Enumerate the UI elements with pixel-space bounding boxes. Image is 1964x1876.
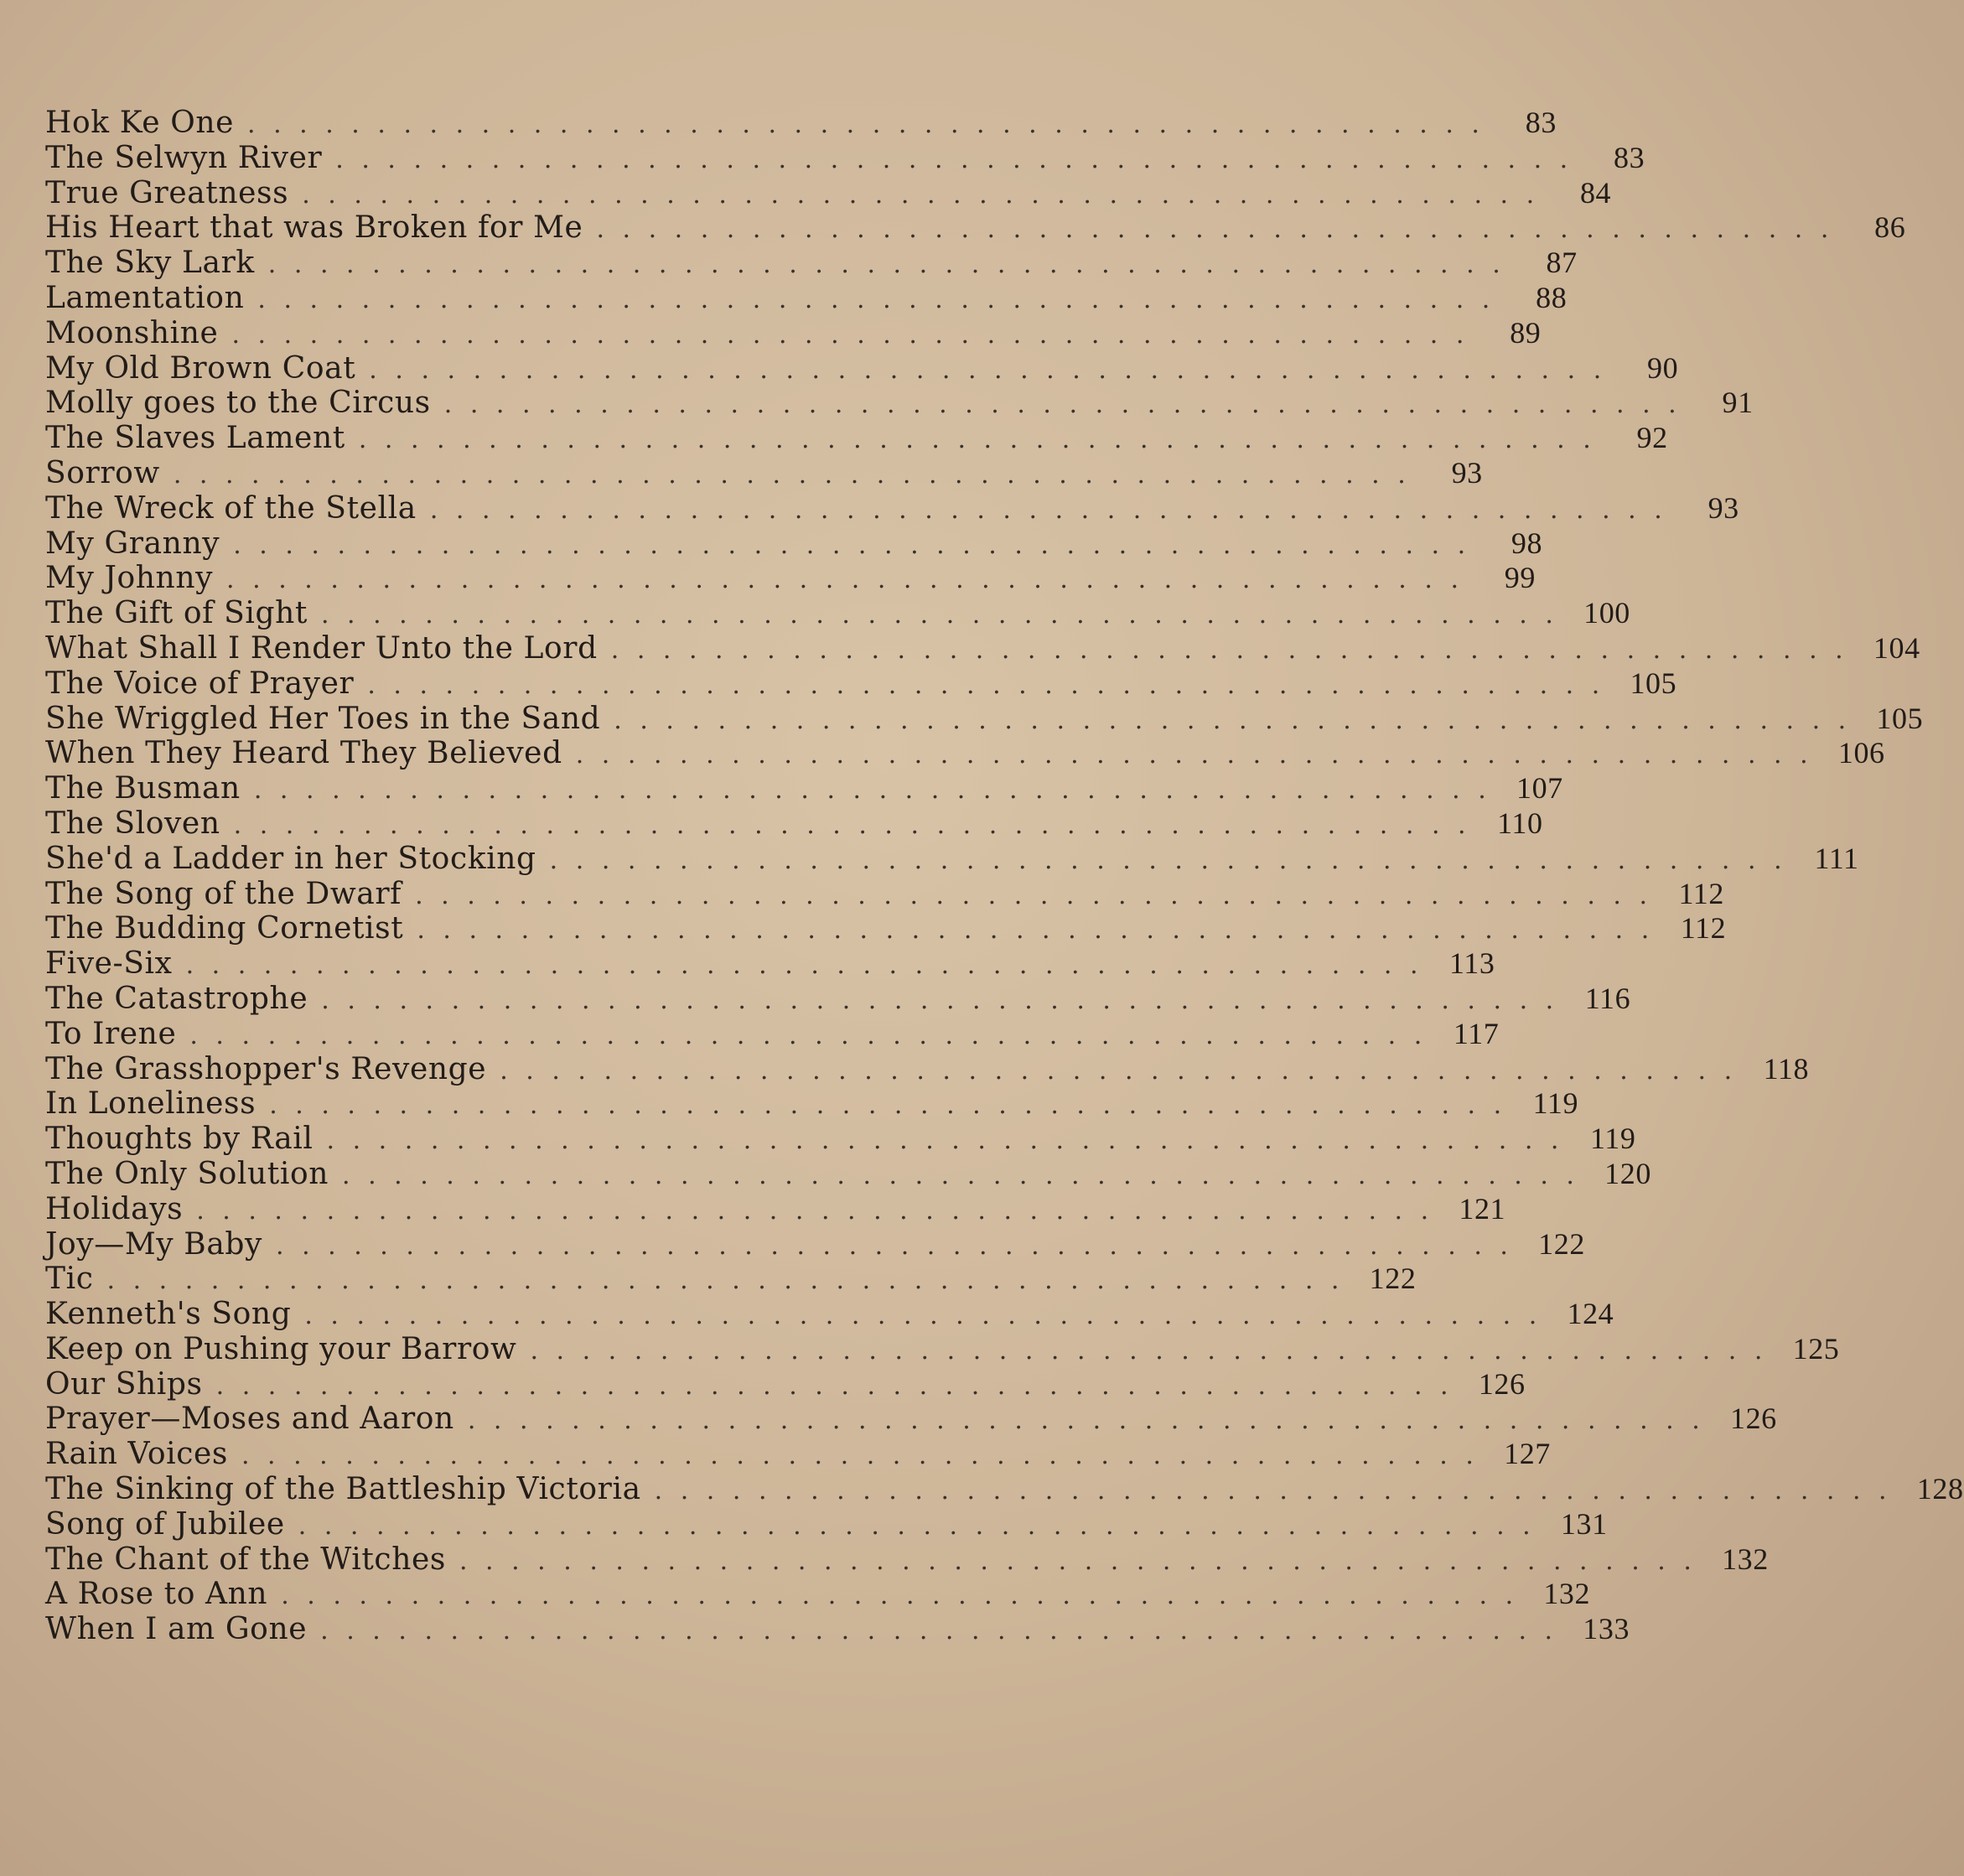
toc-entry-title: Molly goes to the Circus [45,386,431,421]
toc-entry-page-number: 128 [1916,1472,1964,1506]
table-of-contents [45,106,1964,1647]
toc-entry-page-number: 120 [1604,1156,1651,1190]
toc-entry-title: The Slaves Lament [45,421,345,456]
toc-entry-page-number: 93 [1451,455,1483,490]
toc-entry [45,315,1542,351]
toc-entry [45,1437,1551,1472]
toc-entry [45,911,1727,946]
toc-entry [45,876,1725,912]
toc-entry-title: The Budding Cornetist [45,911,404,946]
toc-entry-page-number: 87 [1546,246,1578,280]
dot-leader: . . . . . . . . . . . . . . . . . . . . . . . . . . . . . . . . . . . . . . . . . . . . . . . . [185,951,1423,981]
dot-leader: . . . . . . . . . . . . . . . . . . . . . . . . . . . . . . . . . . . . . . . . . . . . . . . . [196,1195,1434,1226]
toc-entry [45,246,1578,281]
toc-entry-title: What Shall I Render Unto the Lord [45,630,598,666]
toc-entry-page-number: 126 [1478,1366,1526,1401]
toc-entry [45,1542,1769,1578]
toc-entry-page-number: 89 [1510,315,1542,350]
toc-entry [45,1156,1651,1192]
dot-leader: . . . . . . . . . . . . . . . . . . . . . . . . . . . . . . . . . . . . . . . . . . . . . . . . [369,355,1607,385]
toc-entry-title: The Grasshopper's Revenge [45,1051,487,1086]
toc-entry [45,1402,1777,1437]
toc-entry [45,596,1630,631]
toc-entry [45,701,1924,737]
toc-entry-page-number: 106 [1837,736,1885,770]
toc-entry-title: The Busman [45,771,241,806]
toc-entry-page-number: 90 [1647,350,1679,385]
toc-entry-page-number: 124 [1567,1297,1614,1331]
toc-entry [45,841,1859,877]
toc-entry-title: The Catastrophe [45,981,308,1016]
toc-entry [45,561,1536,596]
dot-leader: . . . . . . . . . . . . . . . . . . . . . . . . . . . . . . . . . . . . . . . . . . . . . . . . [443,390,1682,420]
toc-entry-title: Song of Jubilee [45,1506,285,1542]
toc-entry [45,981,1631,1017]
toc-entry [45,175,1612,211]
toc-entry-title: When I am Gone [45,1612,308,1647]
toc-entry-title: She Wriggled Her Toes in the Sand [45,701,601,736]
toc-entry-title: My Granny [45,526,220,561]
dot-leader: . . . . . . . . . . . . . . . . . . . . . . . . . . . . . . . . . . . . . . . . . . . . . . . . [530,1335,1768,1366]
toc-entry-page-number: 83 [1525,106,1557,139]
toc-entry-page-number: 92 [1636,421,1668,455]
toc-entry-title: Joy—My Baby [45,1226,262,1262]
dot-leader: . . . . . . . . . . . . . . . . . . . . . . . . . . . . . . . . . . . . . . . . . . . . . . . . [215,1371,1454,1401]
dot-leader: . . . . . . . . . . . . . . . . . . . . . . . . . . . . . . . . . . . . . . . . . . . . . . . . [257,284,1495,314]
toc-entry [45,1086,1579,1122]
toc-entry [45,455,1483,491]
toc-entry-title: The Voice of Prayer [45,666,355,701]
toc-entry-page-number: 88 [1536,280,1568,314]
toc-entry-page-number: 116 [1584,981,1631,1015]
toc-entry-page-number: 118 [1763,1051,1810,1086]
dot-leader: . . . . . . . . . . . . . . . . . . . . . . . . . . . . . . . . . . . . . . . . . . . . . . . . [321,985,1559,1015]
toc-entry [45,1297,1614,1332]
toc-entry [45,490,1739,526]
toc-entry [45,280,1568,316]
toc-entry-page-number: 104 [1873,630,1920,665]
toc-entry-page-number: 84 [1579,175,1612,210]
toc-entry-page-number: 86 [1874,210,1906,245]
toc-entry-title: To Irene [45,1016,177,1051]
dot-leader: . . . . . . . . . . . . . . . . . . . . . . . . . . . . . . . . . . . . . . . . . . . . . . . . [610,635,1848,665]
toc-entry [45,1262,1417,1297]
toc-entry-title: Five-Six [45,946,173,982]
dot-leader: . . . . . . . . . . . . . . . . . . . . . . . . . . . . . . . . . . . . . . . . . . . . . . . . [342,1160,1579,1190]
toc-entry-title: True Greatness [45,175,289,210]
toc-entry [45,946,1495,982]
dot-leader: . . . . . . . . . . . . . . . . . . . . . . . . . . . . . . . . . . . . . . . . . . . . . . . . [500,1055,1738,1086]
toc-entry-page-number: 99 [1504,561,1536,595]
dot-leader: . . . . . . . . . . . . . . . . . . . . . . . . . . . . . . . . . . . . . . . . . . . . . . . . [269,1091,1507,1121]
toc-entry-title: Moonshine [45,315,219,350]
toc-entry-page-number: 132 [1543,1577,1591,1611]
toc-entry-page-number: 122 [1538,1226,1585,1261]
toc-entry-title: Lamentation [45,280,245,315]
dot-leader: . . . . . . . . . . . . . . . . . . . . . . . . . . . . . . . . . . . . . . . . . . . . . . . . [302,179,1540,210]
toc-entry-title: Hok Ke One [45,106,235,140]
dot-leader: . . . . . . . . . . . . . . . . . . . . . . . . . . . . . . . . . . . . . . . . . . . . . . . . [335,144,1573,174]
dot-leader: . . . . . . . . . . . . . . . . . . . . . . . . . . . . . . . . . . . . . . . . . . . . . . . . [549,845,1787,875]
toc-entry-title: The Only Solution [45,1156,329,1191]
toc-entry-title: The Selwyn River [45,140,323,175]
toc-entry-title: Keep on Pushing your Barrow [45,1331,517,1366]
toc-entry [45,1612,1630,1647]
toc-entry-title: Kenneth's Song [45,1297,292,1332]
toc-entry-title: The Gift of Sight [45,596,308,631]
dot-leader: . . . . . . . . . . . . . . . . . . . . . . . . . . . . . . . . . . . . . . . . . . . . . . . . [247,110,1485,139]
toc-entry-page-number: 98 [1511,526,1543,560]
dot-leader: . . . . . . . . . . . . . . . . . . . . . . . . . . . . . . . . . . . . . . . . . . . . . . . . [429,495,1667,525]
toc-entry [45,526,1543,562]
toc-entry-page-number: 131 [1560,1506,1608,1541]
dot-leader: . . . . . . . . . . . . . . . . . . . . . . . . . . . . . . . . . . . . . . . . . . . . . . . . [459,1546,1697,1576]
toc-entry-title: Tic [45,1262,94,1297]
toc-entry-title: Rain Voices [45,1437,228,1472]
dot-leader: . . . . . . . . . . . . . . . . . . . . . . . . . . . . . . . . . . . . . . . . . . . . . . . . [654,1476,1892,1506]
toc-entry [45,210,1906,246]
toc-entry-title: Sorrow [45,455,160,490]
toc-entry-page-number: 111 [1814,841,1859,875]
toc-entry [45,630,1920,666]
toc-entry [45,736,1885,771]
toc-entry [45,1331,1840,1367]
toc-entry-page-number: 119 [1532,1086,1579,1121]
toc-entry-title: My Johnny [45,561,214,596]
dot-leader: . . . . . . . . . . . . . . . . . . . . . . . . . . . . . . . . . . . . . . . . . . . . . . . . [304,1301,1542,1331]
toc-entry-title: A Rose to Ann [45,1577,268,1612]
toc-entry-title: Prayer—Moses and Aaron [45,1402,454,1437]
toc-entry-page-number: 121 [1459,1191,1506,1226]
dot-leader: . . . . . . . . . . . . . . . . . . . . . . . . . . . . . . . . . . . . . . . . . . . . . . . . [106,1266,1345,1296]
dot-leader: . . . . . . . . . . . . . . . . . . . . . . . . . . . . . . . . . . . . . . . . . . . . . . . . [189,1020,1428,1050]
dot-leader: . . . . . . . . . . . . . . . . . . . . . . . . . . . . . . . . . . . . . . . . . . . . . . . . [241,1441,1479,1471]
toc-entry-page-number: 93 [1707,490,1739,525]
dot-leader: . . . . . . . . . . . . . . . . . . . . . . . . . . . . . . . . . . . . . . . . . . . . . . . . [575,740,1813,770]
toc-entry-title: The Chant of the Witches [45,1542,446,1577]
dot-leader: . . . . . . . . . . . . . . . . . . . . . . . . . . . . . . . . . . . . . . . . . . . . . . . . [358,425,1596,455]
toc-entry [45,140,1645,176]
toc-entry-page-number: 117 [1453,1016,1500,1050]
toc-entry-page-number: 133 [1583,1612,1630,1646]
toc-entry-title: When They Heard They Believed [45,736,562,771]
toc-entry-page-number: 126 [1729,1402,1777,1436]
toc-entry [45,1122,1636,1157]
dot-leader: . . . . . . . . . . . . . . . . . . . . . . . . . . . . . . . . . . . . . . . . . . . . . . . . [231,319,1469,350]
toc-entry [45,1506,1608,1542]
toc-entry [45,1577,1591,1612]
dot-leader: . . . . . . . . . . . . . . . . . . . . . . . . . . . . . . . . . . . . . . . . . . . . . . . . [320,1616,1558,1646]
toc-entry-title: My Old Brown Coat [45,350,356,386]
toc-entry-page-number: 107 [1516,771,1563,806]
toc-entry-page-number: 122 [1369,1262,1417,1296]
dot-leader: . . . . . . . . . . . . . . . . . . . . . . . . . . . . . . . . . . . . . . . . . . . . . . . . [596,215,1834,245]
dot-leader: . . . . . . . . . . . . . . . . . . . . . . . . . . . . . . . . . . . . . . . . . . . . . . . . [253,775,1491,806]
toc-entry [45,350,1679,386]
toc-entry-page-number: 110 [1497,806,1543,840]
dot-leader: . . . . . . . . . . . . . . . . . . . . . . . . . . . . . . . . . . . . . . . . . . . . . . . . [281,1581,1519,1611]
toc-entry-title: Holidays [45,1191,184,1226]
toc-entry-title: His Heart that was Broken for Me [45,210,583,246]
toc-entry [45,1226,1585,1262]
toc-entry [45,1366,1526,1402]
toc-entry-title: The Sky Lark [45,246,255,281]
dot-leader: . . . . . . . . . . . . . . . . . . . . . . . . . . . . . . . . . . . . . . . . . . . . . . . . [367,670,1605,700]
toc-entry-page-number: 83 [1614,140,1645,174]
toc-entry-page-number: 112 [1680,911,1727,946]
toc-entry [45,1016,1500,1052]
toc-entry-page-number: 125 [1792,1331,1840,1366]
toc-entry-title: The Song of the Dwarf [45,876,402,911]
toc-entry-title: The Wreck of the Stella [45,490,417,526]
dot-leader: . . . . . . . . . . . . . . . . . . . . . . . . . . . . . . . . . . . . . . . . . . . . . . . . [298,1511,1536,1541]
dot-leader: . . . . . . . . . . . . . . . . . . . . . . . . . . . . . . . . . . . . . . . . . . . . . . . . [467,1406,1705,1436]
toc-entry-page-number: 127 [1504,1437,1551,1471]
dot-leader: . . . . . . . . . . . . . . . . . . . . . . . . . . . . . . . . . . . . . . . . . . . . . . . . [267,250,1505,280]
toc-entry-title: She'd a Ladder in her Stocking [45,841,536,876]
toc-entry [45,1472,1964,1507]
toc-entry-title: In Loneliness [45,1086,257,1122]
toc-entry [45,421,1668,456]
toc-entry [45,1051,1810,1087]
toc-entry-title: Thoughts by Rail [45,1122,314,1157]
dot-leader: . . . . . . . . . . . . . . . . . . . . . . . . . . . . . . . . . . . . . . . . . . . . . . . . [614,705,1852,735]
toc-entry [45,106,1557,141]
dot-leader: . . . . . . . . . . . . . . . . . . . . . . . . . . . . . . . . . . . . . . . . . . . . . . . . [417,915,1655,946]
toc-entry-title: Our Ships [45,1366,203,1402]
dot-leader: . . . . . . . . . . . . . . . . . . . . . . . . . . . . . . . . . . . . . . . . . . . . . . . . [415,880,1653,910]
toc-entry [45,806,1543,842]
dot-leader: . . . . . . . . . . . . . . . . . . . . . . . . . . . . . . . . . . . . . . . . . . . . . . . . [320,600,1558,630]
dot-leader: . . . . . . . . . . . . . . . . . . . . . . . . . . . . . . . . . . . . . . . . . . . . . . . . [233,810,1471,840]
toc-entry [45,1191,1506,1227]
toc-entry [45,386,1754,421]
toc-entry-title: The Sloven [45,806,220,841]
dot-leader: . . . . . . . . . . . . . . . . . . . . . . . . . . . . . . . . . . . . . . . . . . . . . . . . [326,1126,1564,1156]
toc-entry-page-number: 100 [1583,596,1630,630]
toc-entry-page-number: 105 [1876,701,1924,735]
dot-leader: . . . . . . . . . . . . . . . . . . . . . . . . . . . . . . . . . . . . . . . . . . . . . . . . [233,530,1471,560]
dot-leader: . . . . . . . . . . . . . . . . . . . . . . . . . . . . . . . . . . . . . . . . . . . . . . . . [226,565,1464,595]
dot-leader: . . . . . . . . . . . . . . . . . . . . . . . . . . . . . . . . . . . . . . . . . . . . . . . . [276,1231,1513,1261]
toc-entry-page-number: 105 [1630,666,1677,700]
toc-entry-page-number: 91 [1722,386,1754,420]
toc-entry-page-number: 119 [1590,1122,1636,1156]
toc-entry-page-number: 112 [1678,876,1725,910]
toc-entry-page-number: 113 [1449,946,1495,981]
toc-entry-page-number: 132 [1722,1542,1769,1576]
toc-entry [45,771,1563,806]
toc-entry [45,666,1677,702]
toc-entry-title: The Sinking of the Battleship Victoria [45,1472,641,1507]
dot-leader: . . . . . . . . . . . . . . . . . . . . . . . . . . . . . . . . . . . . . . . . . . . . . . . . [173,459,1411,490]
